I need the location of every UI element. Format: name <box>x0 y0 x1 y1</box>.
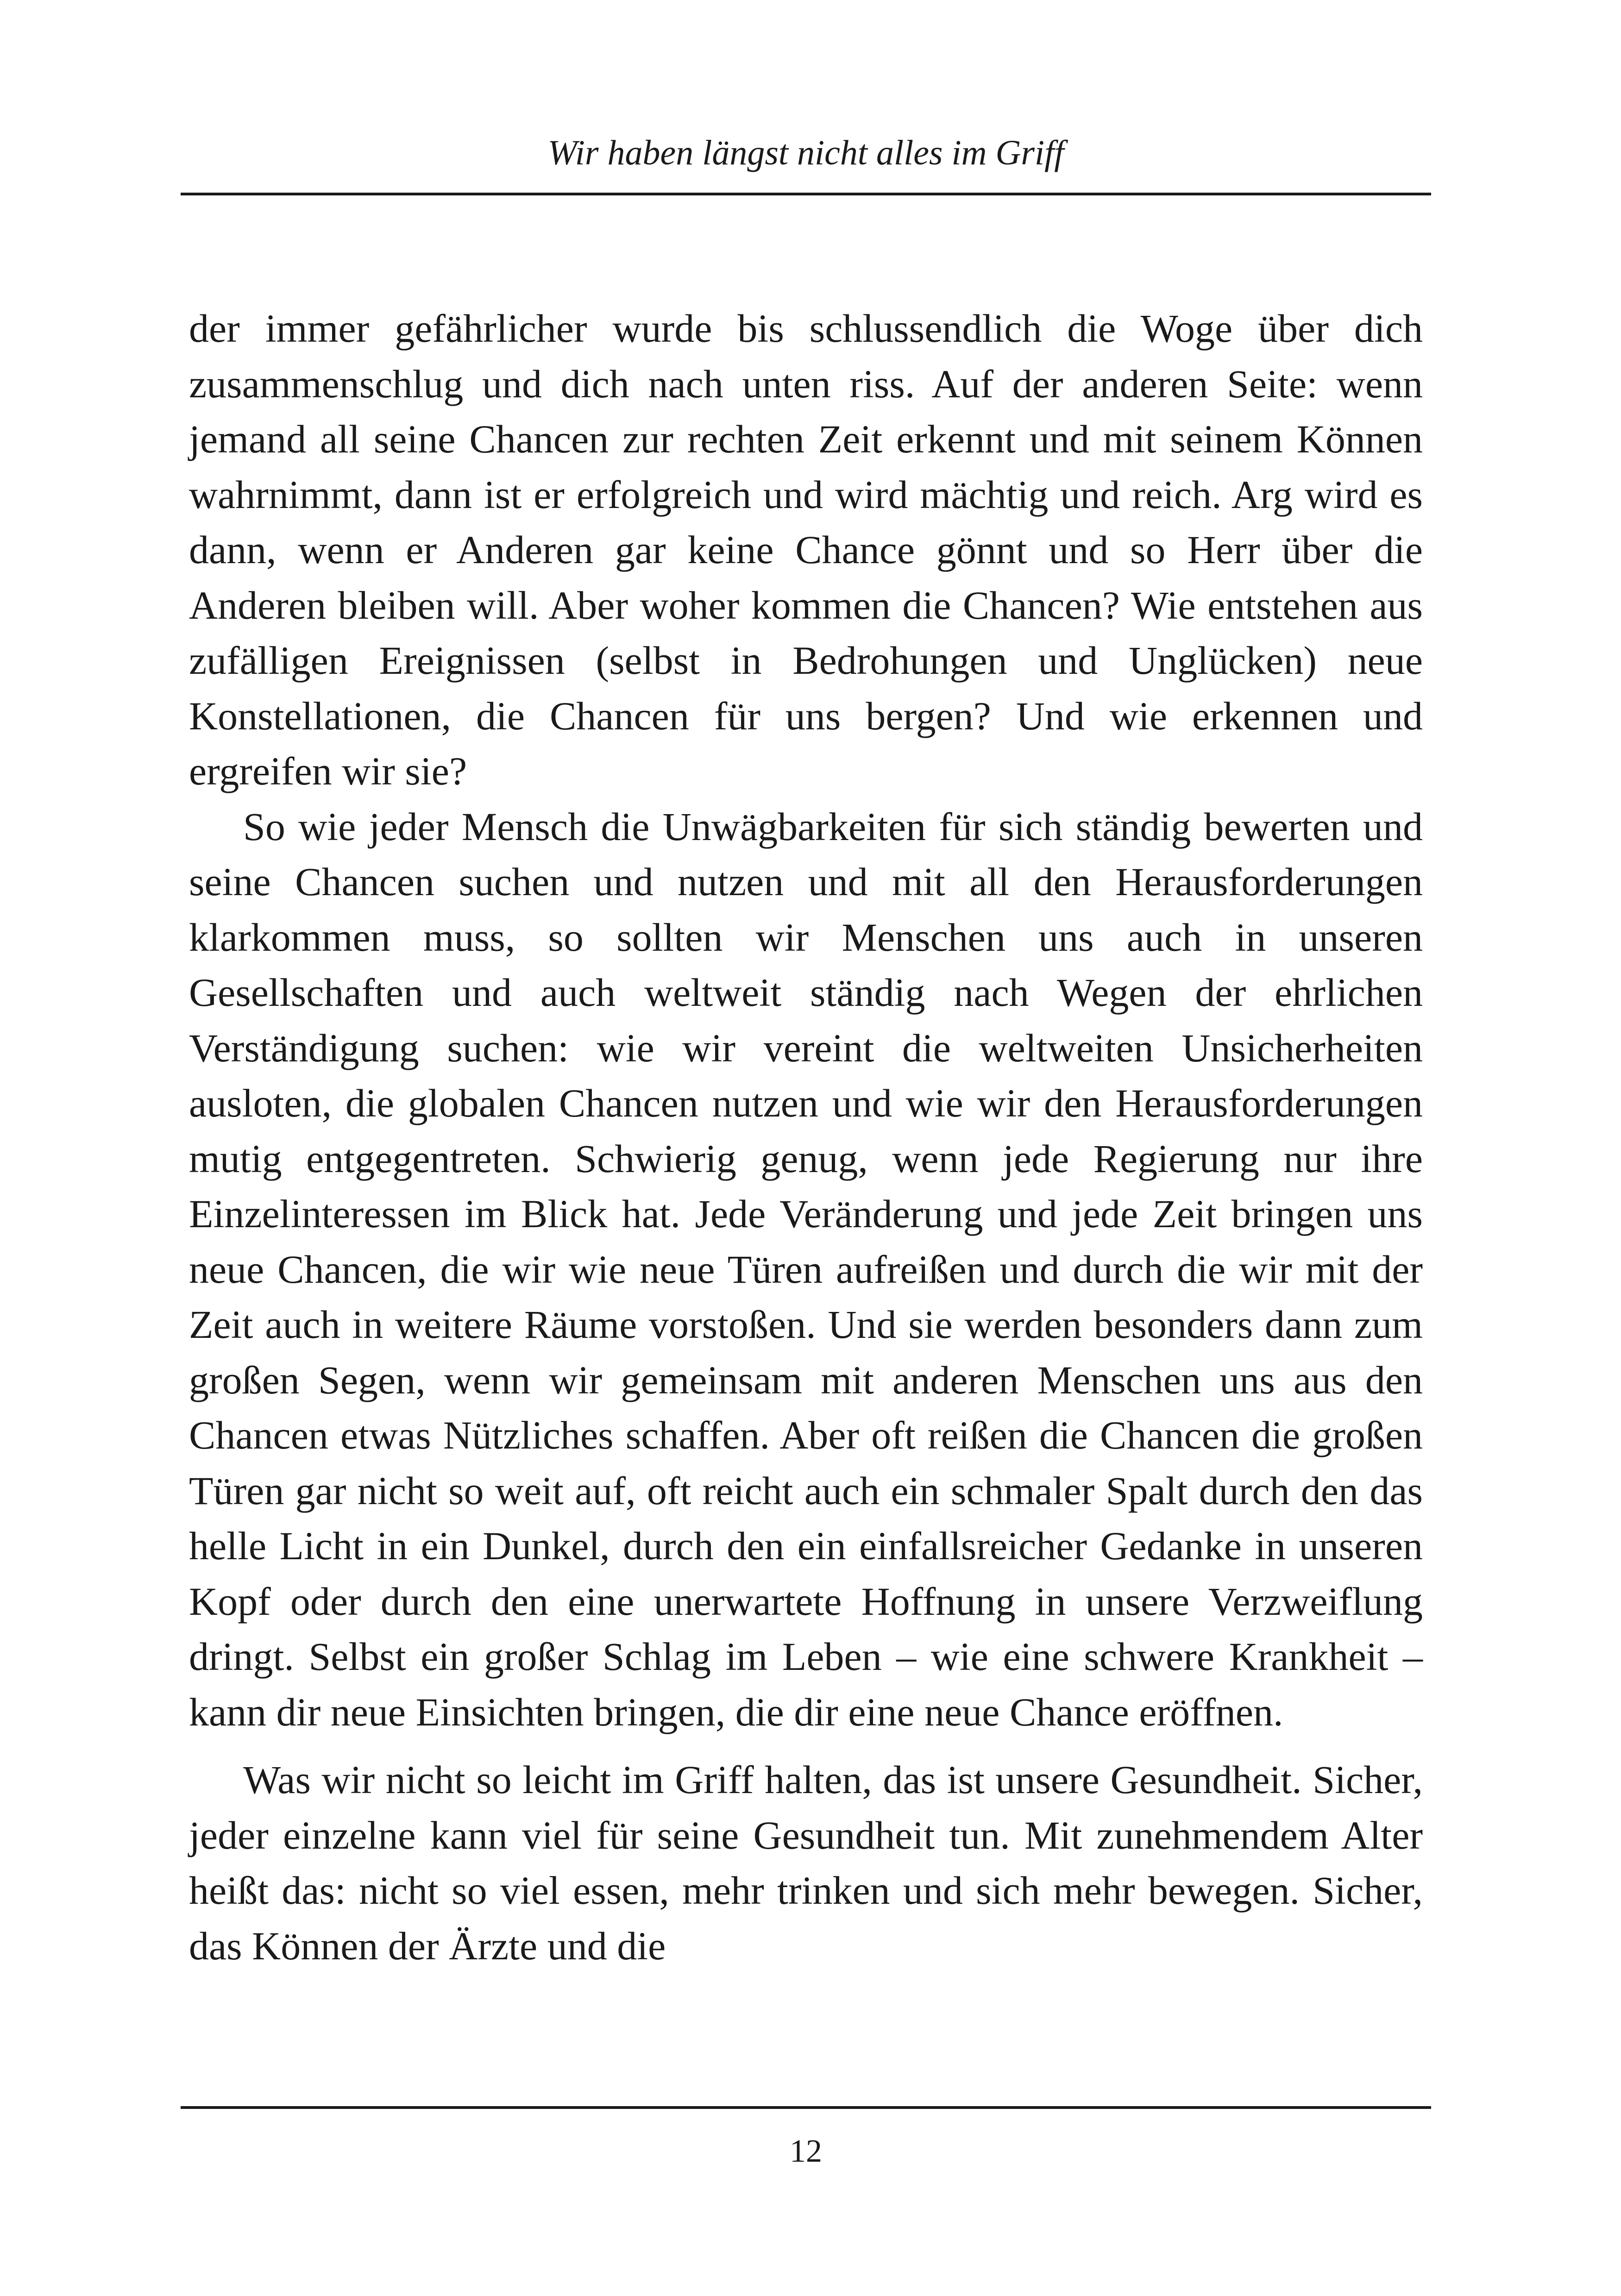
page-number: 12 <box>790 2133 822 2169</box>
paragraph-3: Was wir nicht so leicht im Griff halten, das ist unsere Gesundheit. Sicher, jeder einzelne kann viel für seine Gesundheit tun. Mit zunehmendem Alter heißt das: nicht so viel essen, mehr trinken und sich mehr bewegen. Sicher, das Können der Ärzte und die <box>189 1757 1423 1968</box>
footer-rule <box>181 2106 1431 2109</box>
page-body <box>189 301 1423 1974</box>
paragraph-2: So wie jeder Mensch die Unwägbarkeiten für sich ständig bewerten und seine Chancen suchen und nutzen und mit all den Herausforderungen klarkommen muss, so sollten wir Menschen uns auch in unseren Gesellschaften und auch weltweit ständig nach Wegen der ehrlichen Verständigung suchen: wie wir vereint die weltweiten Unsicherheiten ausloten, die globalen Chancen nutzen und wie wir den Herausforderungen mutig entgegentreten. Schwierig genug, wenn jede Regierung nur ihre Einzelinteressen im Blick hat. Jede Veränderung und jede Zeit bringen uns neue Chancen, die wir wie neue Türen aufreißen und durch die wir mit der Zeit auch in weitere Räume vorstoßen. Und sie werden besonders dann zum großen Segen, wenn wir gemeinsam mit anderen Menschen uns aus den Chancen etwas Nützliches schaffen. Aber oft reißen die Chancen die großen Türen gar nicht so weit auf, oft reicht auch ein schmaler Spalt durch den das helle Licht in ein Dunkel, durch den ein einfallsreicher Gedanke in unseren Kopf oder durch den eine unerwartete Hoffnung in unsere Verzweiflung dringt. Selbst ein großer Schlag im Leben – wie eine schwere Krankheit – kann dir neue Einsichten bringen, die dir eine neue Chance eröffnen. <box>189 804 1423 1734</box>
running-header: Wir haben längst nicht alles im Griff <box>547 133 1064 172</box>
paragraph-1: der immer gefährlicher wurde bis schlussendlich die Woge über dich zusammenschlug und dich nach unten riss. Auf der anderen Seite: wenn jemand all seine Chancen zur rechten Zeit erkennt und mit seinem Können wahrnimmt, dann ist er erfolgreich und wird mächtig und reich. Arg wird es dann, wenn er Anderen gar keine Chance gönnt und so Herr über die Anderen bleiben will. Aber woher kommen die Chancen? Wie entstehen aus zufälligen Ereignissen (selbst in Bedrohungen und Unglücken) neue Konstellationen, die Chancen für uns bergen? Und wie erkennen und ergreifen wir sie? <box>189 306 1423 793</box>
header-rule <box>181 193 1431 195</box>
